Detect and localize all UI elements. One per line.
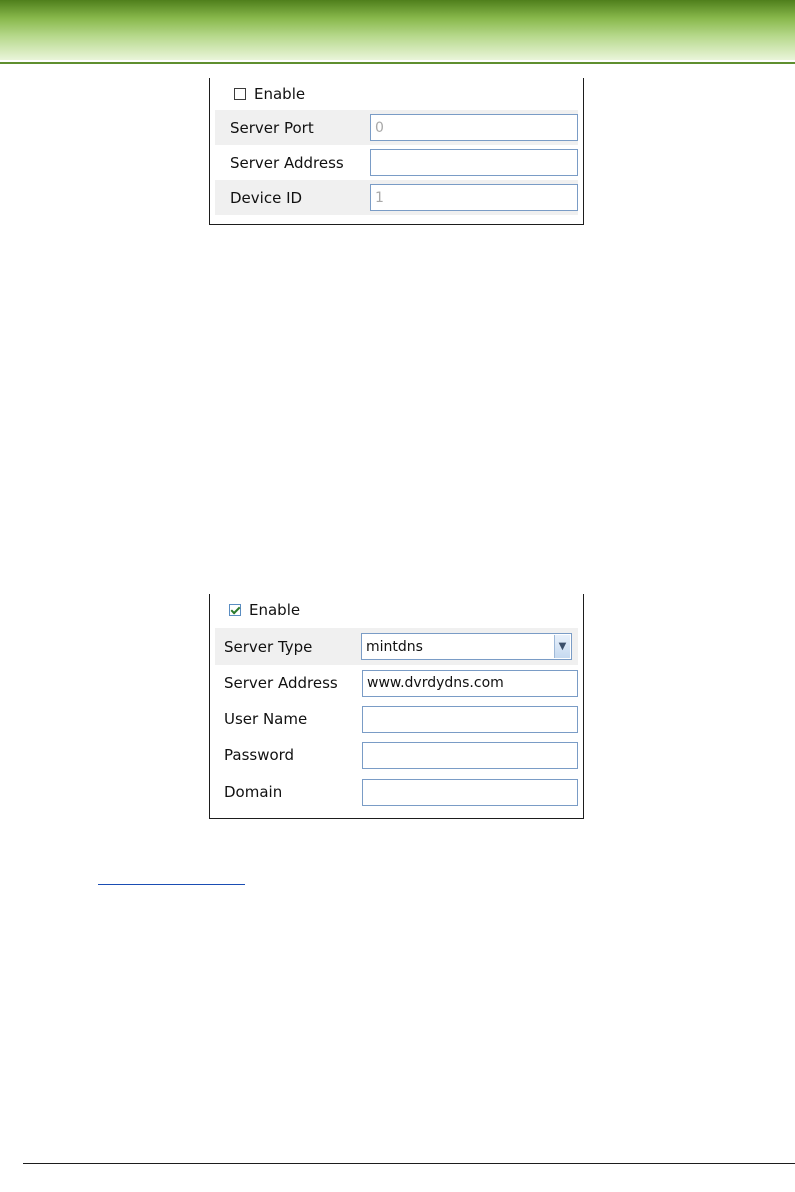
ddns-settings-panel xyxy=(209,594,584,819)
server-type-value: mintdns xyxy=(366,638,423,655)
device-id-row xyxy=(215,180,578,215)
server-port-row xyxy=(215,110,578,145)
server-port-label: Server Port xyxy=(230,118,314,137)
server-type-row xyxy=(215,628,578,665)
password-row xyxy=(215,737,578,773)
server-address-label: Server Address xyxy=(230,153,344,172)
enable-row xyxy=(210,594,583,626)
enable-label: Enable xyxy=(254,85,306,103)
server-address-input[interactable] xyxy=(370,149,578,176)
password-input[interactable] xyxy=(362,742,578,769)
server-type-label: Server Type xyxy=(224,637,313,656)
server-port-input[interactable]: 0 xyxy=(370,114,578,141)
footer-divider xyxy=(23,1163,795,1164)
server-address-label: Server Address xyxy=(224,674,338,692)
hyperlink-underline[interactable] xyxy=(98,884,245,885)
enable-label: Enable xyxy=(249,601,301,619)
enable-checkbox[interactable] xyxy=(234,88,246,100)
device-id-input[interactable]: 1 xyxy=(370,184,578,211)
user-name-row xyxy=(215,701,578,737)
header-banner xyxy=(0,0,795,60)
domain-row xyxy=(215,774,578,810)
enable-checkbox[interactable] xyxy=(229,604,241,616)
user-name-label: User Name xyxy=(224,710,308,728)
chevron-down-icon[interactable]: ▼ xyxy=(554,635,570,658)
enable-row xyxy=(210,78,583,110)
user-name-input[interactable] xyxy=(362,706,578,733)
server-address-row xyxy=(215,665,578,701)
device-id-label: Device ID xyxy=(230,188,303,207)
domain-label: Domain xyxy=(224,783,283,801)
platform-settings-panel xyxy=(209,78,584,225)
server-address-row xyxy=(215,145,578,180)
header-divider xyxy=(0,62,795,64)
password-label: Password xyxy=(224,746,295,764)
domain-input[interactable] xyxy=(362,779,578,806)
server-type-select[interactable] xyxy=(361,633,572,660)
server-address-input[interactable]: www.dvrdydns.com xyxy=(362,670,578,697)
